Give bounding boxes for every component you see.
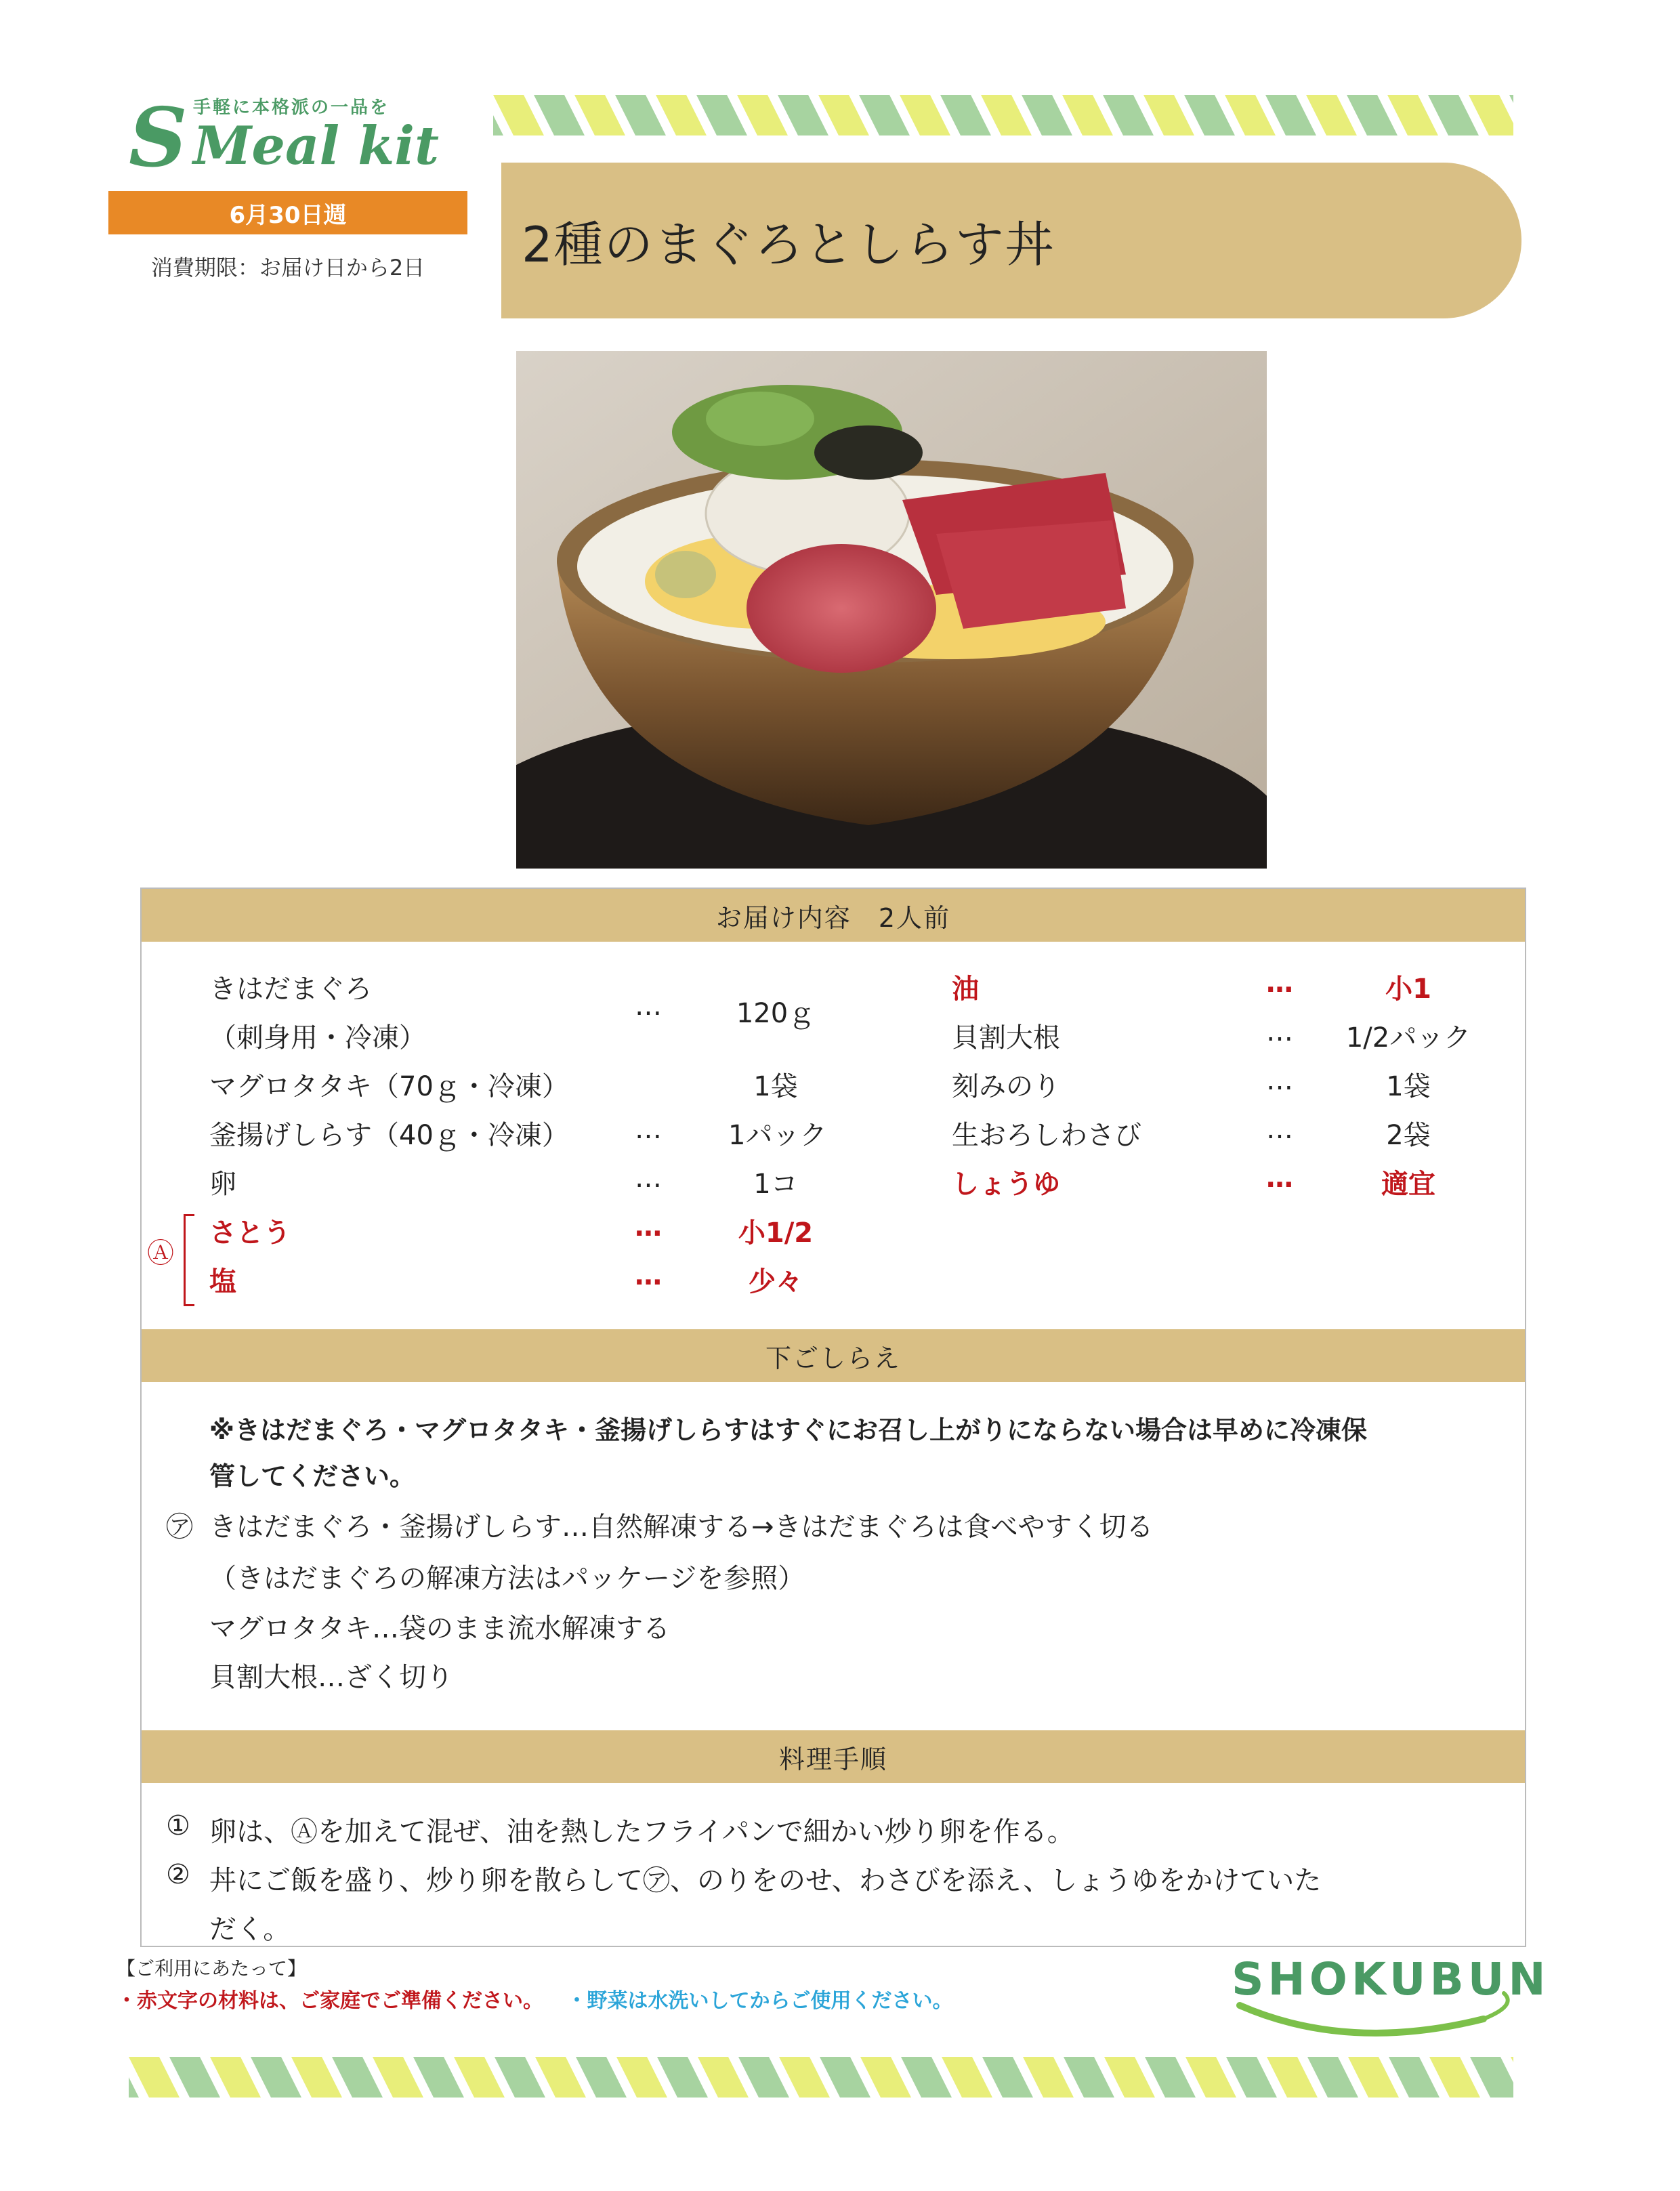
recipe-title: 2種のまぐろとしらす丼 — [522, 216, 1055, 273]
prep-warning-line2: 管してください。 — [209, 1461, 416, 1491]
shokubun-logo — [1226, 1951, 1545, 2046]
ingredient-dots: … — [635, 1163, 662, 1194]
group-a-bracket — [184, 1214, 194, 1306]
ingredient-qty: 適宜 — [1381, 1169, 1435, 1200]
prep-line: マグロタタキ…袋のまま流水解凍する — [209, 1613, 670, 1644]
ingredient-name: 貝割大根 — [952, 1022, 1060, 1053]
logo-brand-name: Meal kit — [193, 115, 439, 176]
ingredient-dots: … — [635, 1260, 662, 1291]
ingredient-qty: 1袋 — [1386, 1071, 1431, 1102]
ingredient-name: 油 — [952, 974, 979, 1005]
group-a-mark: Ⓐ — [147, 1238, 174, 1269]
meal-kit-logo — [129, 88, 447, 176]
ingredient-sub: （刺身用・冷凍） — [209, 1022, 426, 1053]
step-number: ② — [166, 1859, 190, 1890]
step-text: 卵は、Ⓐを加えて混ぜ、油を熱したフライパンで細かい炒り卵を作る。 — [209, 1816, 1074, 1848]
ingredient-dots: … — [1266, 967, 1293, 999]
footer-notes — [117, 1984, 952, 2013]
step-text: 丼にご飯を盛り、炒り卵を散らして㋐、のりをのせ、わさびを添え、しょうゆをかけていた — [209, 1865, 1322, 1896]
footer-label: 【ご利用にあたって】 — [117, 1957, 307, 1980]
recipe-card — [140, 888, 1526, 1947]
ingredient-name: 釜揚げしらす（40ｇ・冷凍） — [209, 1120, 569, 1151]
ingredient-name: 刻みのり — [952, 1071, 1060, 1102]
title-banner — [501, 163, 1521, 318]
ingredient-name: マグロタタキ（70ｇ・冷凍） — [209, 1071, 569, 1102]
ingredient-dots: … — [635, 1114, 662, 1145]
week-badge: 6月30日週 — [108, 191, 467, 234]
ingredient-qty: 120ｇ — [736, 998, 816, 1029]
ingredient-dots: … — [1266, 1016, 1293, 1047]
ingredient-dots: … — [1266, 1065, 1293, 1096]
top-stripes — [493, 95, 1513, 135]
ingredient-name: 塩 — [209, 1266, 236, 1297]
logo-tagline: 手軽に本格派の一品を — [193, 98, 390, 118]
ingredient-name: きはだまぐろ — [209, 974, 372, 1005]
ingredient-name: さとう — [209, 1217, 291, 1249]
ingredient-qty: 1コ — [753, 1169, 798, 1200]
prep-header: 下ごしらえ — [142, 1329, 1525, 1382]
ingredient-dots: … — [635, 1211, 662, 1243]
footer-note-red: ・赤文字の材料は、ご家庭でご準備ください。 — [117, 1989, 543, 2013]
prep-line: きはだまぐろ・釜揚げしらす…自然解凍する→きはだまぐろは食べやすく切る — [209, 1511, 1154, 1543]
expiry-text: 消費期限：お届け日から2日 — [150, 255, 425, 280]
ingredient-name: しょうゆ — [952, 1169, 1060, 1200]
bottom-stripe-band — [129, 2057, 1513, 2098]
step-text-cont: だく。 — [209, 1914, 291, 1945]
dish-photo — [516, 351, 1267, 869]
ingredient-qty: 小1 — [1385, 974, 1431, 1005]
ingredient-qty: 少々 — [749, 1266, 803, 1297]
ingredient-qty: 2袋 — [1386, 1120, 1431, 1151]
steps-header: 料理手順 — [142, 1730, 1525, 1783]
ingredient-dots: … — [1266, 1163, 1293, 1194]
ingredient-qty: 1パック — [728, 1120, 827, 1151]
prep-line: 貝割大根…ざく切り — [209, 1662, 453, 1693]
footer-note-blue: ・野菜は水洗いしてからご使用ください。 — [566, 1989, 953, 2013]
dish-illustration — [516, 351, 1267, 869]
ingredient-qty: 小1/2 — [738, 1217, 814, 1249]
ingredients-header: お届け内容 2人前 — [142, 889, 1525, 942]
ingredient-name: 卵 — [209, 1169, 236, 1200]
top-stripe-band — [493, 95, 1513, 135]
ingredient-dots: … — [1266, 1114, 1293, 1145]
shokubun-text: SHOKUBUN — [1232, 1953, 1545, 2005]
shokubun-graphic — [1226, 1951, 1545, 2046]
step-number: ① — [166, 1810, 190, 1841]
ingredient-qty: 1/2パック — [1345, 1022, 1471, 1053]
ingredient-dots: … — [635, 990, 662, 1022]
ingredient-qty: 1袋 — [753, 1071, 798, 1102]
bottom-stripes — [129, 2057, 1513, 2098]
prep-mark: ㋐ — [166, 1511, 193, 1543]
ingredient-name: 生おろしわさび — [952, 1120, 1141, 1151]
prep-warning-line1: ※きはだまぐろ・マグロタタキ・釜揚げしらすはすぐにお召し上がりにならない場合は早めに冷凍保 — [209, 1415, 1367, 1445]
logo-s-letter: S — [129, 90, 188, 176]
prep-line: （きはだまぐろの解凍方法はパッケージを参照） — [209, 1563, 805, 1594]
